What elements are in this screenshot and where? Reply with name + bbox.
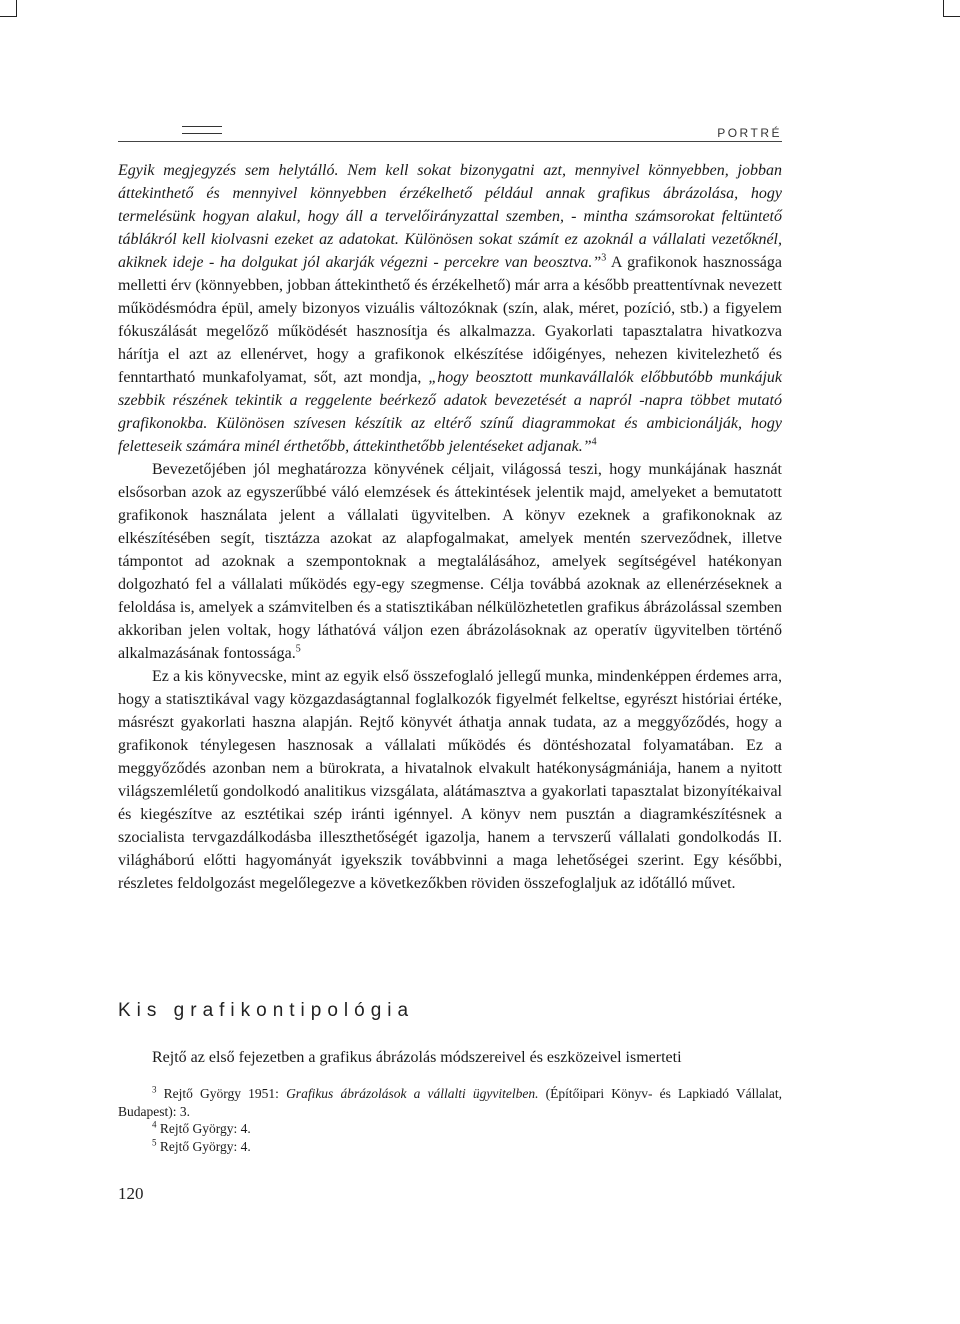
- footnote-ref-5: 5: [295, 643, 301, 655]
- running-head: PORTRÉ: [717, 126, 782, 140]
- header-rule: [118, 141, 782, 142]
- footnotes: [118, 1085, 782, 1155]
- body-text: [118, 159, 782, 895]
- paragraph-2: [118, 458, 782, 665]
- quote-italic-a: Egyik megjegyzés sem helytálló. Nem kell sokat bizonygatni azt, mennyivel könnyebben, jobban áttekinthető és mennyivel könnyebben érzékelhető például annak grafikus ábrázolása, hogy termelésünk hogyan alakul, hogy áll a tervelőirányzattal szemben, - mintha számsorokat feltüntető táblákról kell kiolvasni ezeket az adatokat. Különösen sokat számít ez azoknál a vállalati vezetőknél, akiknek ideje - ha dolgukat jól akarják végezni - percekre van beosztva.”: [118, 162, 782, 271]
- paragraph-3: Ez a kis könyvecske, mint az egyik első összefoglaló jellegű munka, mindenképpen érdemes arra, hogy a statisztikával vagy közgazdaságtannal foglalkozók figyelmét felkeltse, egyrészt históriai értéke, másrészt gyakorlati haszna alapján. Rejtő könyvét áthatja annak tudata, az a meggyőződés, hogy a grafikonok ténylegesen hasznosak a vállalati működés és döntéshozatal folyamatában. Ez a meggyőződés azonban nem a bürokrata, a hivatalnok elvakult hatékonyságmániája, hanem a nyitott világszemléletű gondolkodó analitikus vizsgálata, alátámasztva a gyakorlati tapasztalat bizonyítékaival és kiegészítve az esztétikai szép iránti igénnyel. A könyv nem pusztán a diagramkészítésnek a szocialista tervgazdálkodásba illeszthetőségét igazolja, hanem a tervszerű vállalati gondolkodás II. világháború előtti hagyományát igyekszik továbbvinni a maga lehetőségei szerint. Egy későbbi, részletes feldolgozást megelőlegezve a következőkben röviden összefoglaljuk az időtálló művet.: [118, 668, 782, 892]
- paragraph-1-regular: A grafikonok hasznossága melletti érv (könnyebben, jobban áttekinthető és érzékelhető) már arra a később preattentívnak nevezett működésmódra épül, amely bizonyos vizuális változóknak (szín, alak, méret, pozíció, stb.) a figyelem fókuszálását megelőző működését hasznosítja és alkalmazza. Gyakorlati tapasztalatra hivatkozva hárítja el azt az ellenérvet, hogy a grafikonok elkészítése időigényes, nehezen kivitelezhető és fenntartható munkafolyamat, sőt, azt mondja,: [118, 254, 782, 386]
- header-ornament: [182, 126, 222, 134]
- footnote-4-number: 4: [152, 1119, 157, 1130]
- footnote-3-number: 3: [152, 1084, 157, 1095]
- page-number: 120: [118, 1184, 144, 1203]
- footnote-3: [118, 1085, 782, 1120]
- footnote-3-title: Grafikus ábrázolások a vállalti ügyvitelben.: [286, 1086, 539, 1101]
- paragraph-2-text: Bevezetőjében jól meghatározza könyvének céljait, világossá teszi, hogy munkájának hasznát elsősorban azok az egyszerűbbé váló elemzések és áttekintések jelentik majd, amelyeket a bemutatott grafikonok használata jelent a vállalati ügyvitelben. A könyv ezeknek a grafikonoknak az elkészítésében segít, tisztázza azokat az alapfogalmakat, amelyek mentén szerveződnek, illetve támpontot ad azoknak a szempontoknak a megtalálásához, amelyek segítségével hatékonyan dolgozható fel a vállalati működés egy-egy szegmense. Célja továbbá azoknak az ellenérzéseknek a feloldása is, amelyek a számvitelben és a statisztikában nélkülözhetetlen grafikus ábrázolással szemben akkoriban jelen voltak, hogy láthatóvá váljon ezen ábrázolásoknak az operatív ügyvitelben történő alkalmazásának fontossága.: [118, 461, 782, 662]
- crop-mark-top-right: [943, 0, 960, 17]
- section-first-line: Rejtő az első fejezetben a grafikus ábrázolás módszereivel és eszközeivel ismerteti: [152, 1049, 682, 1066]
- footnote-5-text: Rejtő György: 4.: [156, 1138, 251, 1154]
- footnote-3-post: (Építőipari Könyv- és Lapkiadó Vállalat, Budapest): 3.: [118, 1086, 782, 1119]
- footnote-3-pre: Rejtő György 1951:: [156, 1086, 287, 1101]
- section-title: Kis grafikontipológia: [118, 1000, 415, 1021]
- crop-mark-top-left: [0, 0, 17, 17]
- footnote-5: [118, 1138, 782, 1156]
- footnote-4: [118, 1120, 782, 1138]
- paragraph-1: [118, 159, 782, 458]
- footnote-5-number: 5: [152, 1137, 157, 1147]
- footnote-ref-3: 3: [601, 252, 607, 264]
- quote-italic-b: „hogy beosztott munkavállalók előbbutóbb munkájuk szebbik részének tekintik a reggelente beérkező adatok bevezetését a napról -napra többet mutató grafikonokba. Különösen szívesen készítik az eltérő színű diagrammokat és ambicionálják, hogy feletteseik számára minél érthetőbb, áttekinthetőbb jelentéseket adjanak.”: [118, 369, 782, 455]
- footnote-ref-4: 4: [591, 436, 597, 448]
- footnote-4-text: Rejtő György: 4.: [156, 1121, 251, 1136]
